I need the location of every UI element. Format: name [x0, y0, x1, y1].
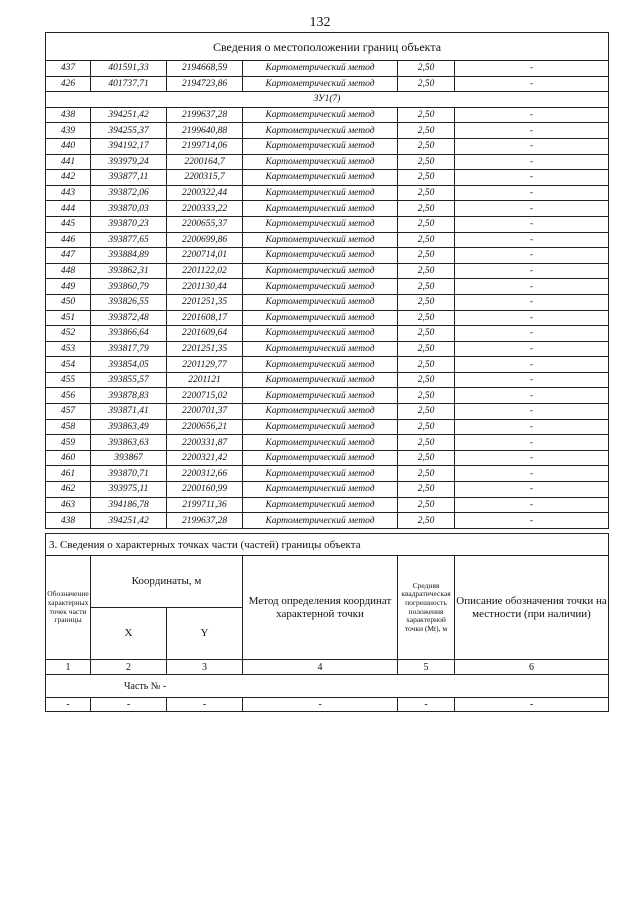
point-number: 453 [46, 341, 91, 357]
point-number: 446 [46, 232, 91, 248]
description: - [455, 388, 609, 404]
accuracy: 2,50 [398, 185, 455, 201]
point-row [46, 61, 609, 77]
accuracy: 2,50 [398, 107, 455, 123]
coord-x: 393884,89 [91, 248, 167, 264]
method: Картометрический метод [243, 326, 398, 342]
point-row [46, 248, 609, 264]
accuracy: 2,50 [398, 123, 455, 139]
coord-x: 393872,48 [91, 310, 167, 326]
point-row [46, 450, 609, 466]
section-title-row [46, 33, 609, 61]
coord-x: 401591,33 [91, 61, 167, 77]
accuracy: 2,50 [398, 138, 455, 154]
accuracy: 2,50 [398, 466, 455, 482]
header-point: Обозначение характерных точек части границы [46, 556, 91, 660]
accuracy: 2,50 [398, 497, 455, 513]
description: - [455, 61, 609, 77]
point-row [46, 404, 609, 420]
method: Картометрический метод [243, 170, 398, 186]
accuracy: 2,50 [398, 154, 455, 170]
cell: - [398, 698, 455, 712]
accuracy: 2,50 [398, 310, 455, 326]
accuracy: 2,50 [398, 294, 455, 310]
description: - [455, 138, 609, 154]
section3-title: 3. Сведения о характерных точках части (частей) границы объекта [46, 534, 609, 556]
coord-y: 2201130,44 [167, 279, 243, 295]
point-number: 445 [46, 216, 91, 232]
description: - [455, 170, 609, 186]
description: - [455, 450, 609, 466]
cell: - [91, 698, 167, 712]
point-number: 443 [46, 185, 91, 201]
cell: - [455, 698, 609, 712]
point-number: 455 [46, 372, 91, 388]
coord-y: 2201121 [167, 372, 243, 388]
point-row [46, 170, 609, 186]
section-title: Сведения о местоположении границ объекта [46, 33, 609, 61]
point-number: 450 [46, 294, 91, 310]
accuracy: 2,50 [398, 435, 455, 451]
description: - [455, 310, 609, 326]
point-row [46, 466, 609, 482]
method: Картометрический метод [243, 450, 398, 466]
method: Картометрический метод [243, 466, 398, 482]
method: Картометрический метод [243, 263, 398, 279]
accuracy: 2,50 [398, 263, 455, 279]
accuracy: 2,50 [398, 326, 455, 342]
point-row [46, 388, 609, 404]
method: Картометрический метод [243, 341, 398, 357]
accuracy: 2,50 [398, 201, 455, 217]
accuracy: 2,50 [398, 248, 455, 264]
point-row [46, 341, 609, 357]
accuracy: 2,50 [398, 341, 455, 357]
cell: - [243, 698, 398, 712]
coord-x: 393855,57 [91, 372, 167, 388]
coord-x: 393871,41 [91, 404, 167, 420]
description: - [455, 357, 609, 373]
coord-y: 2200655,37 [167, 216, 243, 232]
header-x: X [91, 608, 167, 660]
coord-y: 2201122,02 [167, 263, 243, 279]
method: Картометрический метод [243, 216, 398, 232]
point-number: 426 [46, 76, 91, 92]
method: Картометрический метод [243, 76, 398, 92]
point-number: 444 [46, 201, 91, 217]
point-number: 456 [46, 388, 91, 404]
method: Картометрический метод [243, 482, 398, 498]
point-row [46, 435, 609, 451]
description: - [455, 76, 609, 92]
coord-x: 393872,06 [91, 185, 167, 201]
description: - [455, 372, 609, 388]
point-row [46, 263, 609, 279]
point-number: 462 [46, 482, 91, 498]
point-row [46, 138, 609, 154]
point-number: 457 [46, 404, 91, 420]
accuracy: 2,50 [398, 513, 455, 529]
coord-x: 393870,03 [91, 201, 167, 217]
cell: - [167, 698, 243, 712]
method: Картометрический метод [243, 294, 398, 310]
coord-x: 394192,17 [91, 138, 167, 154]
point-number: 461 [46, 466, 91, 482]
coord-x: 393877,65 [91, 232, 167, 248]
description: - [455, 201, 609, 217]
coord-y: 2201251,35 [167, 341, 243, 357]
part-label: Часть № - [46, 675, 609, 698]
subsection-row [46, 92, 609, 108]
description: - [455, 185, 609, 201]
point-row [46, 123, 609, 139]
col-num: 2 [91, 660, 167, 675]
header-coords: Координаты, м [91, 556, 243, 608]
coord-y: 2200699,86 [167, 232, 243, 248]
accuracy: 2,50 [398, 404, 455, 420]
point-number: 442 [46, 170, 91, 186]
description: - [455, 326, 609, 342]
description: - [455, 435, 609, 451]
accuracy: 2,50 [398, 279, 455, 295]
description: - [455, 482, 609, 498]
header-accuracy: Средняя квадратическая погрешность положения характерной точки (Mt), м [398, 556, 455, 660]
coord-x: 394186,78 [91, 497, 167, 513]
point-number: 449 [46, 279, 91, 295]
coord-x: 393877,11 [91, 170, 167, 186]
coord-y: 2201609,64 [167, 326, 243, 342]
method: Картометрический метод [243, 248, 398, 264]
method: Картометрический метод [243, 185, 398, 201]
accuracy: 2,50 [398, 76, 455, 92]
header-desc: Описание обозначения точки на местности (при наличии) [455, 556, 609, 660]
description: - [455, 341, 609, 357]
point-row [46, 357, 609, 373]
method: Картометрический метод [243, 372, 398, 388]
point-row [46, 419, 609, 435]
description: - [455, 248, 609, 264]
method: Картометрический метод [243, 123, 398, 139]
point-number: 438 [46, 513, 91, 529]
header-method: Метод определения координат характерной точки [243, 556, 398, 660]
coord-y: 2200160,99 [167, 482, 243, 498]
point-row [46, 232, 609, 248]
method: Картометрический метод [243, 138, 398, 154]
point-row [46, 216, 609, 232]
method: Картометрический метод [243, 513, 398, 529]
coord-x: 401737,71 [91, 76, 167, 92]
coord-y: 2200331,87 [167, 435, 243, 451]
point-number: 459 [46, 435, 91, 451]
coord-y: 2201251,35 [167, 294, 243, 310]
coord-x: 394251,42 [91, 107, 167, 123]
method: Картометрический метод [243, 388, 398, 404]
coord-x: 394255,37 [91, 123, 167, 139]
point-number: 447 [46, 248, 91, 264]
point-row [46, 497, 609, 513]
description: - [455, 107, 609, 123]
cell: - [46, 698, 91, 712]
point-row [46, 154, 609, 170]
accuracy: 2,50 [398, 419, 455, 435]
description: - [455, 294, 609, 310]
method: Картометрический метод [243, 310, 398, 326]
subsection-label: ЗУ1(7) [46, 92, 609, 108]
method: Картометрический метод [243, 419, 398, 435]
point-number: 441 [46, 154, 91, 170]
method: Картометрический метод [243, 279, 398, 295]
section3-title-row [46, 534, 609, 556]
method: Картометрический метод [243, 497, 398, 513]
col-num: 3 [167, 660, 243, 675]
accuracy: 2,50 [398, 216, 455, 232]
coord-y: 2194723,86 [167, 76, 243, 92]
boundary-points-table [45, 32, 609, 529]
accuracy: 2,50 [398, 357, 455, 373]
coord-y: 2194668,59 [167, 61, 243, 77]
point-number: 439 [46, 123, 91, 139]
point-row [46, 76, 609, 92]
point-row [46, 107, 609, 123]
method: Картометрический метод [243, 232, 398, 248]
part-label-row [46, 675, 609, 698]
point-number: 437 [46, 61, 91, 77]
point-row [46, 482, 609, 498]
coord-x: 393862,31 [91, 263, 167, 279]
coord-x: 393975,11 [91, 482, 167, 498]
coord-x: 393860,79 [91, 279, 167, 295]
coord-y: 2200715,02 [167, 388, 243, 404]
col-num: 4 [243, 660, 398, 675]
coord-y: 2200333,22 [167, 201, 243, 217]
col-num: 5 [398, 660, 455, 675]
point-row [46, 294, 609, 310]
accuracy: 2,50 [398, 372, 455, 388]
accuracy: 2,50 [398, 450, 455, 466]
coord-y: 2199637,28 [167, 513, 243, 529]
header-row-1 [46, 556, 609, 608]
coord-x: 393863,49 [91, 419, 167, 435]
coord-x: 393854,05 [91, 357, 167, 373]
method: Картометрический метод [243, 404, 398, 420]
point-number: 460 [46, 450, 91, 466]
coord-y: 2200164,7 [167, 154, 243, 170]
description: - [455, 263, 609, 279]
empty-data-row [46, 698, 609, 712]
coord-x: 393979,24 [91, 154, 167, 170]
method: Картометрический метод [243, 201, 398, 217]
coord-y: 2200714,01 [167, 248, 243, 264]
point-number: 448 [46, 263, 91, 279]
point-row [46, 310, 609, 326]
description: - [455, 513, 609, 529]
page-number: 132 [309, 15, 331, 30]
method: Картометрический метод [243, 107, 398, 123]
description: - [455, 232, 609, 248]
method: Картометрический метод [243, 357, 398, 373]
accuracy: 2,50 [398, 482, 455, 498]
method: Картометрический метод [243, 154, 398, 170]
description: - [455, 404, 609, 420]
point-row [46, 326, 609, 342]
part-points-table [45, 533, 609, 712]
col-num: 6 [455, 660, 609, 675]
coord-x: 393866,64 [91, 326, 167, 342]
point-number: 458 [46, 419, 91, 435]
description: - [455, 279, 609, 295]
coord-y: 2200321,42 [167, 450, 243, 466]
coord-x: 393863,63 [91, 435, 167, 451]
coord-x: 393867 [91, 450, 167, 466]
coord-y: 2200701,37 [167, 404, 243, 420]
coord-y: 2199711,36 [167, 497, 243, 513]
coord-y: 2199640,88 [167, 123, 243, 139]
point-row [46, 185, 609, 201]
description: - [455, 419, 609, 435]
point-number: 454 [46, 357, 91, 373]
accuracy: 2,50 [398, 170, 455, 186]
header-y: Y [167, 608, 243, 660]
point-number: 451 [46, 310, 91, 326]
method: Картометрический метод [243, 61, 398, 77]
coord-x: 393826,55 [91, 294, 167, 310]
point-number: 463 [46, 497, 91, 513]
description: - [455, 466, 609, 482]
accuracy: 2,50 [398, 61, 455, 77]
accuracy: 2,50 [398, 232, 455, 248]
point-number: 440 [46, 138, 91, 154]
description: - [455, 497, 609, 513]
point-row [46, 279, 609, 295]
accuracy: 2,50 [398, 388, 455, 404]
coord-y: 2200656,21 [167, 419, 243, 435]
point-number: 452 [46, 326, 91, 342]
description: - [455, 154, 609, 170]
description: - [455, 123, 609, 139]
point-row [46, 513, 609, 529]
description: - [455, 216, 609, 232]
point-row [46, 372, 609, 388]
coord-x: 393817,79 [91, 341, 167, 357]
point-number: 438 [46, 107, 91, 123]
method: Картометрический метод [243, 435, 398, 451]
coord-x: 393878,83 [91, 388, 167, 404]
col-num: 1 [46, 660, 91, 675]
coord-x: 393870,71 [91, 466, 167, 482]
coord-y: 2199637,28 [167, 107, 243, 123]
coord-y: 2201129,77 [167, 357, 243, 373]
coord-y: 2200312,66 [167, 466, 243, 482]
coord-y: 2200322,44 [167, 185, 243, 201]
column-numbers-row [46, 660, 609, 675]
coord-y: 2199714,06 [167, 138, 243, 154]
coord-y: 2200315,7 [167, 170, 243, 186]
coord-y: 2201608,17 [167, 310, 243, 326]
point-row [46, 201, 609, 217]
coord-x: 394251,42 [91, 513, 167, 529]
coord-x: 393870,23 [91, 216, 167, 232]
